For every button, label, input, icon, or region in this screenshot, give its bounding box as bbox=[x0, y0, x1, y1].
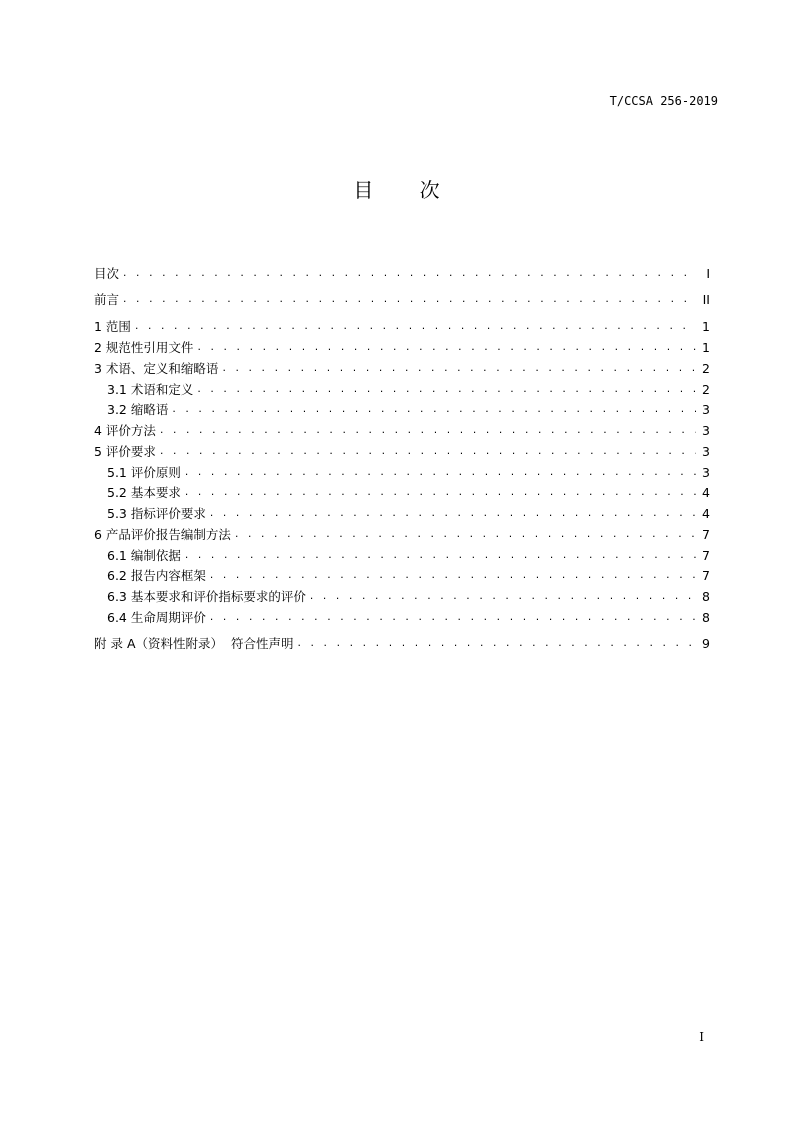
dot-leader bbox=[221, 359, 696, 379]
toc-entry-label: 4 评价方法 bbox=[94, 423, 156, 438]
toc-entry-page: II bbox=[702, 292, 710, 307]
toc-entry-5-3[interactable] bbox=[94, 504, 710, 524]
dot-leader bbox=[196, 338, 696, 358]
toc-entry-label: 6 产品评价报告编制方法 bbox=[94, 527, 231, 542]
toc-entry-label: 6.1 编制依据 bbox=[107, 548, 181, 563]
toc-entry-page: 7 bbox=[702, 527, 710, 542]
toc-entry-page: 8 bbox=[702, 589, 710, 604]
dot-leader bbox=[171, 400, 696, 420]
toc-entry-page: 1 bbox=[702, 319, 710, 334]
toc-entry-contents[interactable] bbox=[94, 264, 710, 284]
toc-entry-page: I bbox=[706, 266, 710, 281]
dot-leader bbox=[209, 566, 696, 586]
dot-leader bbox=[134, 317, 696, 337]
dot-leader bbox=[309, 587, 696, 607]
toc-entry-page: 9 bbox=[702, 636, 710, 651]
dot-leader bbox=[122, 264, 696, 284]
dot-leader bbox=[296, 634, 696, 654]
toc-entry-1[interactable] bbox=[94, 317, 710, 337]
toc-entry-page: 4 bbox=[702, 506, 710, 521]
dot-leader bbox=[184, 546, 696, 566]
toc-entry-page: 3 bbox=[702, 423, 710, 438]
dot-leader bbox=[184, 463, 696, 483]
dot-leader bbox=[209, 504, 696, 524]
toc-entry-3[interactable] bbox=[94, 359, 710, 379]
toc-entry-2[interactable] bbox=[94, 338, 710, 358]
toc-entry-3-2[interactable] bbox=[94, 400, 710, 420]
dot-leader bbox=[196, 380, 696, 400]
toc-entry-label: 附 录 A（资料性附录） 符合性声明 bbox=[94, 636, 294, 651]
toc-entry-label: 目次 bbox=[94, 266, 120, 281]
dot-leader bbox=[209, 608, 696, 628]
toc-entry-page: 3 bbox=[702, 402, 710, 417]
toc-entry-label: 5 评价要求 bbox=[94, 444, 156, 459]
toc-entry-5-1[interactable] bbox=[94, 463, 710, 483]
toc-entry-label: 1 范围 bbox=[94, 319, 131, 334]
toc-entry-page: 7 bbox=[702, 548, 710, 563]
dot-leader bbox=[234, 525, 696, 545]
toc-entry-label: 3.1 术语和定义 bbox=[107, 382, 194, 397]
toc-entry-page: 1 bbox=[702, 340, 710, 355]
dot-leader bbox=[159, 421, 696, 441]
toc-entry-label: 5.3 指标评价要求 bbox=[107, 506, 206, 521]
toc-entry-label: 5.1 评价原则 bbox=[107, 465, 181, 480]
toc-entry-page: 2 bbox=[702, 382, 710, 397]
toc-entry-label: 5.2 基本要求 bbox=[107, 485, 181, 500]
standard-code: T/CCSA 256-2019 bbox=[609, 94, 718, 108]
toc-entry-label: 6.2 报告内容框架 bbox=[107, 568, 206, 583]
dot-leader bbox=[122, 290, 696, 310]
toc-entry-annex-a[interactable] bbox=[94, 634, 710, 654]
toc-entry-page: 2 bbox=[702, 361, 710, 376]
toc-entry-page: 8 bbox=[702, 610, 710, 625]
toc-entry-4[interactable] bbox=[94, 421, 710, 441]
toc-entry-label: 前言 bbox=[94, 292, 120, 307]
toc-entry-5[interactable] bbox=[94, 442, 710, 462]
toc-entry-page: 3 bbox=[702, 465, 710, 480]
toc-entry-page: 3 bbox=[702, 444, 710, 459]
toc-entry-label: 6.4 生命周期评价 bbox=[107, 610, 206, 625]
dot-leader bbox=[184, 483, 696, 503]
toc-entry-foreword[interactable] bbox=[94, 290, 710, 310]
toc-entry-label: 2 规范性引用文件 bbox=[94, 340, 194, 355]
toc-title: 目 次 bbox=[353, 178, 460, 202]
page-number: I bbox=[699, 1030, 704, 1044]
toc-entry-5-2[interactable] bbox=[94, 483, 710, 503]
toc-entry-label: 6.3 基本要求和评价指标要求的评价 bbox=[107, 589, 306, 604]
toc-entry-6-1[interactable] bbox=[94, 546, 710, 566]
dot-leader bbox=[159, 442, 696, 462]
toc-entry-label: 3 术语、定义和缩略语 bbox=[94, 361, 219, 376]
toc-entry-label: 3.2 缩略语 bbox=[107, 402, 169, 417]
toc-entry-6-2[interactable] bbox=[94, 566, 710, 586]
toc-entry-page: 7 bbox=[702, 568, 710, 583]
toc-entry-6-3[interactable] bbox=[94, 587, 710, 607]
toc-entry-6-4[interactable] bbox=[94, 608, 710, 628]
toc-entry-page: 4 bbox=[702, 485, 710, 500]
toc-entry-6[interactable] bbox=[94, 525, 710, 545]
toc-entry-3-1[interactable] bbox=[94, 380, 710, 400]
